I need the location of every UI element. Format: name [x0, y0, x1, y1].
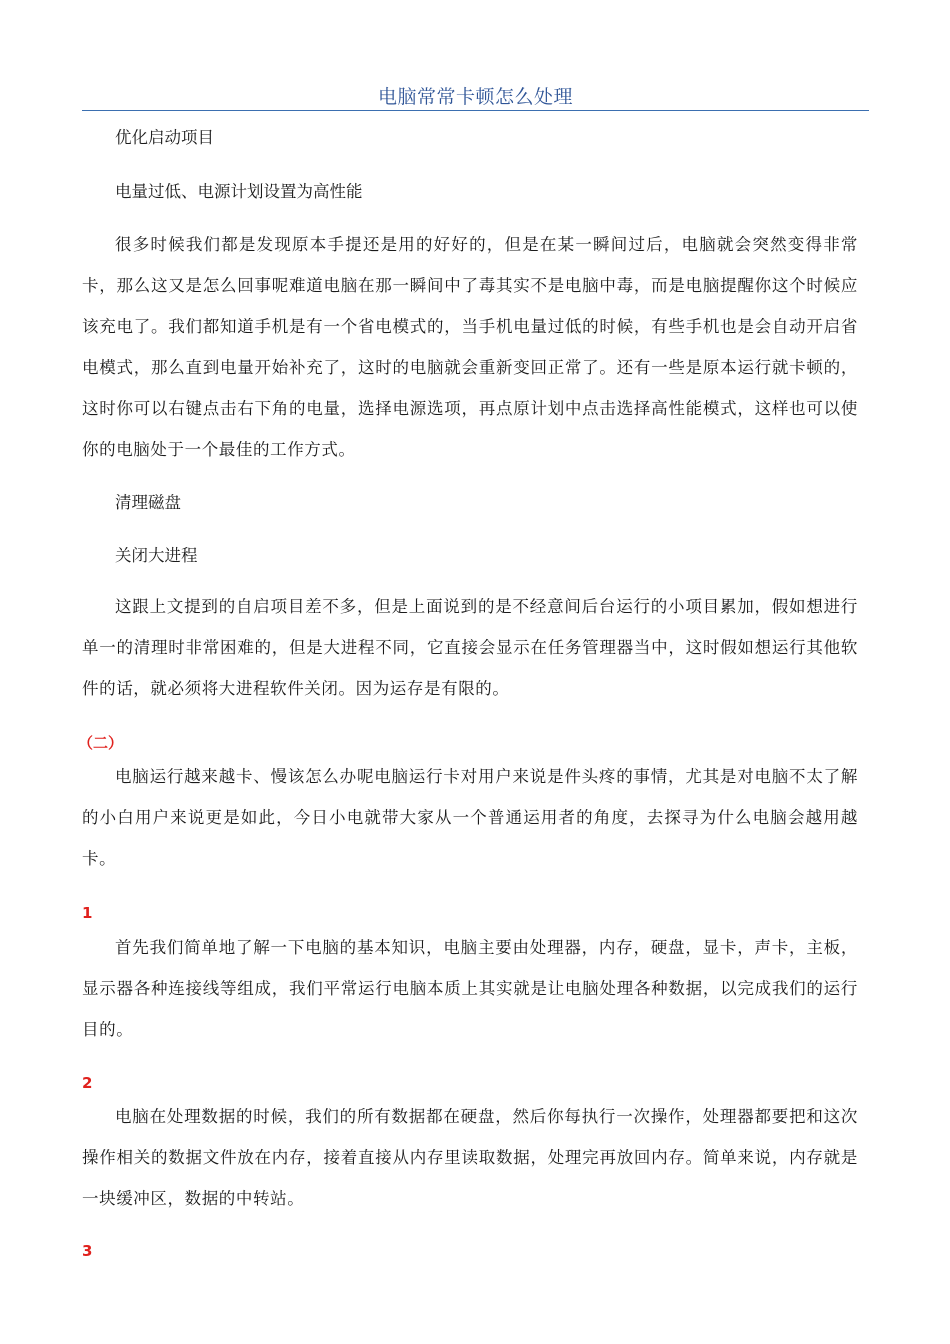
paragraph-process: 这跟上文提到的自启项目差不多，但是上面说到的是不经意间后台运行的小项目累加，假如想进行单一的清理时非常困难的，但是大进程不同，它直接会显示在任务管理器当中，这时假如想运行其他软件的话，就必须将大进程软件关闭。因为运存是有限的。	[82, 597, 858, 698]
paragraph-memory: 电脑在处理数据的时候，我们的所有数据都在硬盘，然后你每执行一次操作，处理器都要把和这次操作相关的数据文件放在内存，接着直接从内存里读取数据，处理完再放回内存。简单来说，内存就是一块缓冲区，数据的中转站。	[82, 1107, 858, 1208]
heading-close-process: 关闭大进程	[115, 546, 198, 565]
paragraph-basics: 首先我们简单地了解一下电脑的基本知识，电脑主要由处理器，内存，硬盘，显卡，声卡，主板，显示器各种连接线等组成，我们平常运行电脑本质上其实就是让电脑处理各种数据，以完成我们的运行目的。	[82, 938, 858, 1039]
section-marker-two: （二）	[78, 734, 124, 752]
heading-power-plan: 电量过低、电源计划设置为高性能	[115, 182, 363, 201]
page-header	[82, 82, 869, 111]
section-marker-1: 1	[82, 904, 93, 922]
section-marker-3: 3	[82, 1242, 93, 1260]
paragraph-power: 很多时候我们都是发现原本手提还是用的好好的，但是在某一瞬间过后，电脑就会突然变得非常卡，那么这又是怎么回事呢难道电脑在那一瞬间中了毒其实不是电脑中毒，而是电脑提醒你这个时候应该充电了。我们都知道手机是有一个省电模式的，当手机电量过低的时候，有些手机也是会自动开启省电模式，那么直到电量开始补充了，这时的电脑就会重新变回正常了。还有一些是原本运行就卡顿的，这时你可以右键点击右下角的电量，选择电源选项，再点原计划中点击选择高性能模式，这样也可以使你的电脑处于一个最佳的工作方式。	[82, 235, 858, 459]
paragraph-intro: 电脑运行越来越卡、慢该怎么办呢电脑运行卡对用户来说是件头疼的事情，尤其是对电脑不太了解的小白用户来说更是如此，今日小电就带大家从一个普通运用者的角度，去探寻为什么电脑会越用越卡。	[82, 767, 858, 868]
heading-clean-disk: 清理磁盘	[115, 493, 181, 512]
page-title: 电脑常常卡顿怎么处理	[377, 86, 573, 108]
section-marker-2: 2	[82, 1074, 93, 1092]
heading-optimize-startup: 优化启动项目	[115, 128, 214, 147]
